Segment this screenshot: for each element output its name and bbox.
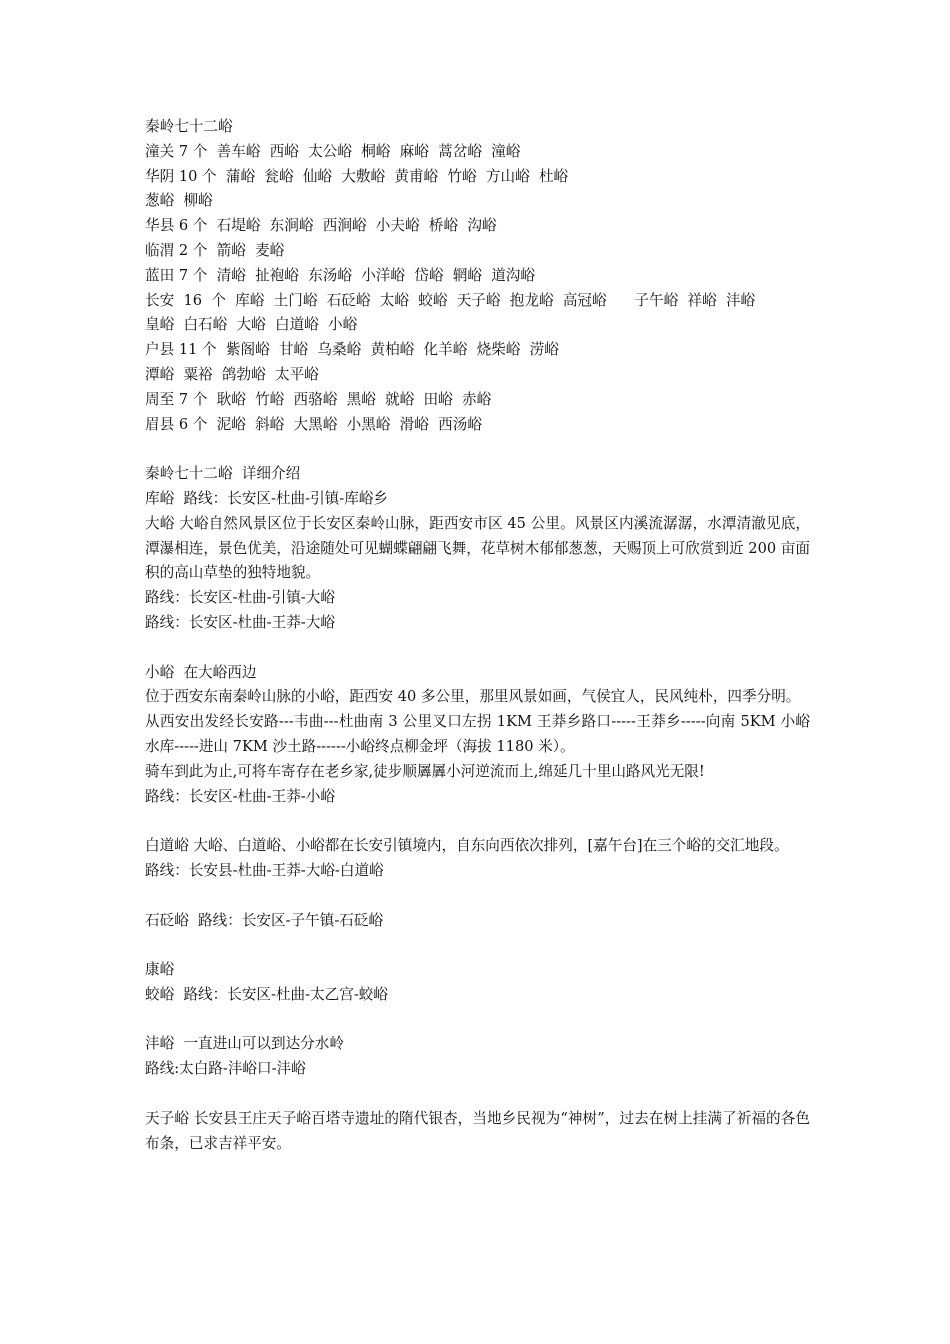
shibianyu-route: 石砭峪 路线：长安区-子午镇-石砭峪 bbox=[145, 911, 384, 929]
list-line-changan: 长安 16 个 库峪 土门峪 石砭峪 太峪 蛟峪 天子峪 抱龙峪 高冠峪 子午峪 祥峪 沣峪 bbox=[145, 291, 756, 309]
xiaoyu-route: 路线：长安区-杜曲-王莽-小峪 bbox=[145, 787, 335, 805]
list-line-tongguan: 潼关 7 个 善车峪 西峪 太公峪 桐峪 麻峪 蒿岔峪 潼峪 bbox=[145, 142, 521, 160]
spacer bbox=[145, 1008, 810, 1033]
detail-title: 秦岭七十二峪 详细介绍 bbox=[145, 465, 301, 483]
dayu-route-2: 路线：长安区-杜曲-王莽-大峪 bbox=[145, 613, 335, 631]
list-line-huxian: 户县 11 个 紫阁峪 甘峪 乌桑峪 黄柏峪 化羊峪 烧柴峪 涝峪 bbox=[145, 341, 559, 359]
fengyu-route: 路线:太白路-沣峪口-沣峪 bbox=[145, 1060, 306, 1078]
list-line-lantian: 蓝田 7 个 清峪 扯袍峪 东汤峪 小洋峪 岱峪 辋峪 道沟峪 bbox=[145, 266, 535, 284]
spacer bbox=[145, 1082, 810, 1107]
list-line-linwei: 临渭 2 个 箭峪 麦峪 bbox=[145, 241, 285, 259]
xiaoyu-description: 位于西安东南秦岭山脉的小峪，距西安 40 多公里，那里风景如画，气侯宜人，民风纯朴，四季分明。 bbox=[145, 688, 801, 706]
spacer bbox=[145, 884, 810, 909]
dayu-description: 大峪 大峪自然风景区位于长安区秦岭山脉，距西安市区 45 公里。风景区内溪流潺潺，水潭清澈见底，潭瀑相连，景色优美，沿途随处可见蝴蝶翩翩飞舞，花草树木郁郁葱葱，天赐顶上可欣赏到近 200 亩面积的高山草垫的独特地貌。 bbox=[145, 514, 810, 582]
list-title: 秦岭七十二峪 bbox=[145, 118, 233, 135]
spacer bbox=[145, 933, 810, 958]
list-line-huaxian: 华县 6 个 石堤峪 东涧峪 西涧峪 小夫峪 桥峪 沟峪 bbox=[145, 217, 497, 235]
list-line-huayin-cont: 葱峪 柳峪 bbox=[145, 192, 213, 210]
spacer bbox=[145, 809, 810, 834]
jiaoyu-route: 蛟峪 路线：长安区-杜曲-太乙宫-蛟峪 bbox=[145, 985, 388, 1003]
xiaoyu-title: 小峪 在大峪西边 bbox=[145, 663, 257, 681]
list-line-changan-cont: 皇峪 白石峪 大峪 白道峪 小峪 bbox=[145, 316, 358, 334]
list-line-huayin: 华阴 10 个 蒲峪 瓮峪 仙峪 大敷峪 黄甫峪 竹峪 方山峪 杜峪 bbox=[145, 167, 569, 185]
fengyu-title: 沣峪 一直进山可以到达分水岭 bbox=[145, 1035, 344, 1053]
xiaoyu-directions: 从西安出发经长安路---韦曲---杜曲南 3 公里叉口左拐 1KM 王莽乡路口-----王莽乡-----向南 5KM 小峪水库-----进山 7KM 沙土路------小峪终点柳金坪（海拔 1180 米）。 bbox=[145, 713, 810, 755]
baidaoyu-description: 白道峪 大峪、白道峪、小峪都在长安引镇境内，自东向西依次排列，[嘉午台]在三个峪的交汇地段。 bbox=[145, 837, 789, 855]
spacer bbox=[145, 437, 810, 462]
tianziyu-description: 天子峪 长安县王庄天子峪百塔寺遗址的隋代银杏，当地乡民视为“神树”，过去在树上挂满了祈福的各色布条，已求吉祥平安。 bbox=[145, 1109, 810, 1152]
list-line-zhouzhi: 周至 7 个 耿峪 竹峪 西骆峪 黑峪 就峪 田峪 赤峪 bbox=[145, 390, 492, 408]
xiaoyu-bike-note: 骑车到此为止,可将车寄存在老乡家,徒步顺羼羼小河逆流而上,绵延几十里山路风光无限! bbox=[145, 762, 705, 780]
list-line-meixian: 眉县 6 个 泥峪 斜峪 大黑峪 小黑峪 滑峪 西汤峪 bbox=[145, 415, 482, 433]
list-line-huxian-cont: 潭峪 粟裕 鸽勃峪 太平峪 bbox=[145, 365, 319, 383]
baidaoyu-route: 路线：长安县-杜曲-王莽-大峪-白道峪 bbox=[145, 861, 384, 879]
spacer bbox=[145, 636, 810, 661]
kuyu-route: 库峪 路线：长安区-杜曲-引镇-库峪乡 bbox=[145, 489, 388, 507]
kangyu-title: 康峪 bbox=[145, 961, 175, 979]
dayu-route-1: 路线：长安区-杜曲-引镇-大峪 bbox=[145, 589, 335, 607]
document-page bbox=[145, 115, 810, 1156]
